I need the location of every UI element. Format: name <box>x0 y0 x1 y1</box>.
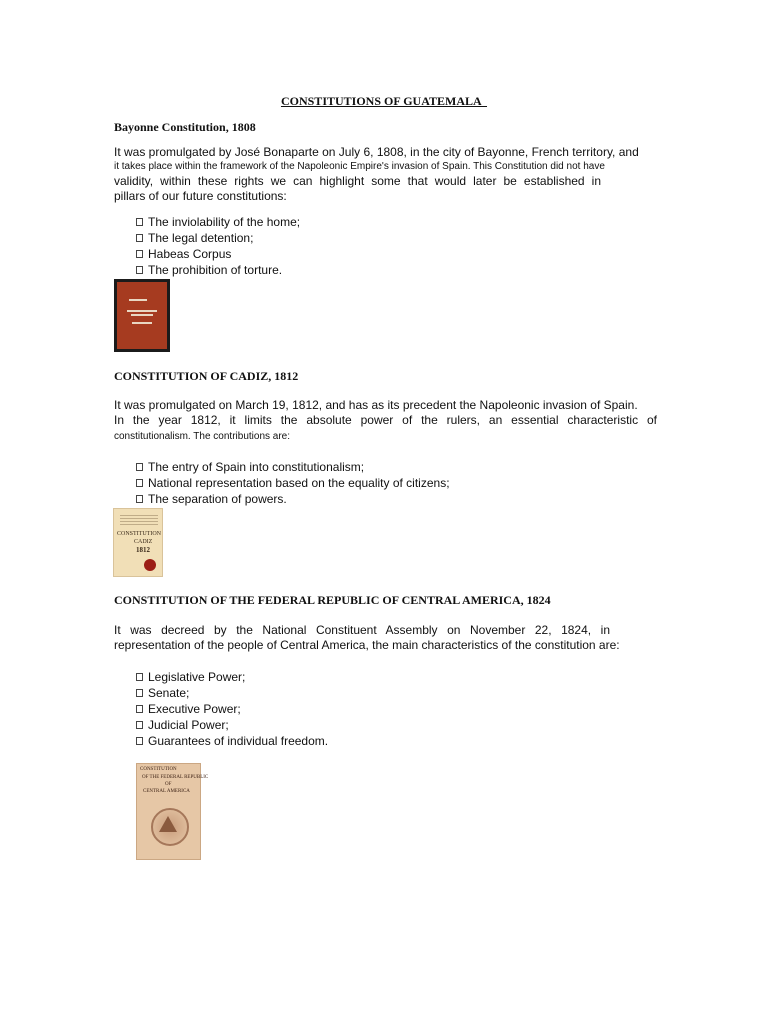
list-item: Judicial Power; <box>136 717 328 733</box>
section-heading-cadiz: CONSTITUTION OF CADIZ, 1812 <box>114 369 299 383</box>
section-heading-central-america: CONSTITUTION OF THE FEDERAL REPUBLIC OF CENTRAL AMERICA, 1824 <box>114 593 551 607</box>
bullet-list-bayonne <box>136 214 300 278</box>
bullet-box-icon <box>136 479 143 487</box>
wax-seal-icon <box>144 559 156 571</box>
bullet-box-icon <box>136 705 143 713</box>
list-item: The entry of Spain into constitutionalism; <box>136 459 450 475</box>
list-item: The legal detention; <box>136 230 300 246</box>
bayonne-book-cover-image <box>114 279 170 352</box>
triangle-icon <box>159 816 177 832</box>
bullet-list-central-america <box>136 669 328 749</box>
paragraph-line: It was promulgated by José Bonaparte on July 6, 1808, in the city of Bayonne, French territory, and <box>114 145 639 159</box>
page-title: CONSTITUTIONS OF GUATEMALA <box>280 94 488 108</box>
section-heading-bayonne: Bayonne Constitution, 1808 <box>114 120 256 134</box>
paragraph-line: In the year 1812, it limits the absolute power of the rulers, an essential characteristic of <box>114 413 657 427</box>
list-item: Habeas Corpus <box>136 246 300 262</box>
list-item: The inviolability of the home; <box>136 214 300 230</box>
paragraph-line: representation of the people of Central America, the main characteristics of the constitution are: <box>114 638 620 652</box>
list-item: Senate; <box>136 685 328 701</box>
bullet-list-cadiz <box>136 459 450 507</box>
bullet-box-icon <box>136 463 143 471</box>
paragraph-line: It was decreed by the National Constituent Assembly on November 22, 1824, in <box>114 623 610 637</box>
paragraph-line: it takes place within the framework of the Napoleonic Empire's invasion of Spain. This Constitution did not have <box>114 161 605 172</box>
bullet-box-icon <box>136 250 143 258</box>
bullet-box-icon <box>136 737 143 745</box>
bullet-box-icon <box>136 673 143 681</box>
paragraph-line: It was promulgated on March 19, 1812, and has as its precedent the Napoleonic invasion of Spain. <box>114 398 638 412</box>
list-item: Guarantees of individual freedom. <box>136 733 328 749</box>
bullet-box-icon <box>136 721 143 729</box>
bullet-box-icon <box>136 689 143 697</box>
bullet-box-icon <box>136 234 143 242</box>
paragraph-line: pillars of our future constitutions: <box>114 189 287 203</box>
cadiz-book-cover-image: CONSTITUTION CADIZ 1812 <box>113 508 163 577</box>
central-america-book-cover-image: CONSTITUTION OF THE FEDERAL REPUBLIC OF CENTRAL AMERICA <box>136 763 201 860</box>
list-item: Legislative Power; <box>136 669 328 685</box>
list-item: The separation of powers. <box>136 491 450 507</box>
list-item: National representation based on the equality of citizens; <box>136 475 450 491</box>
paragraph-line: validity, within these rights we can highlight some that would later be established in <box>114 174 601 188</box>
paragraph-line: constitutionalism. The contributions are: <box>114 431 291 442</box>
bullet-box-icon <box>136 266 143 274</box>
bullet-box-icon <box>136 218 143 226</box>
list-item: Executive Power; <box>136 701 328 717</box>
list-item: The prohibition of torture. <box>136 262 300 278</box>
bullet-box-icon <box>136 495 143 503</box>
